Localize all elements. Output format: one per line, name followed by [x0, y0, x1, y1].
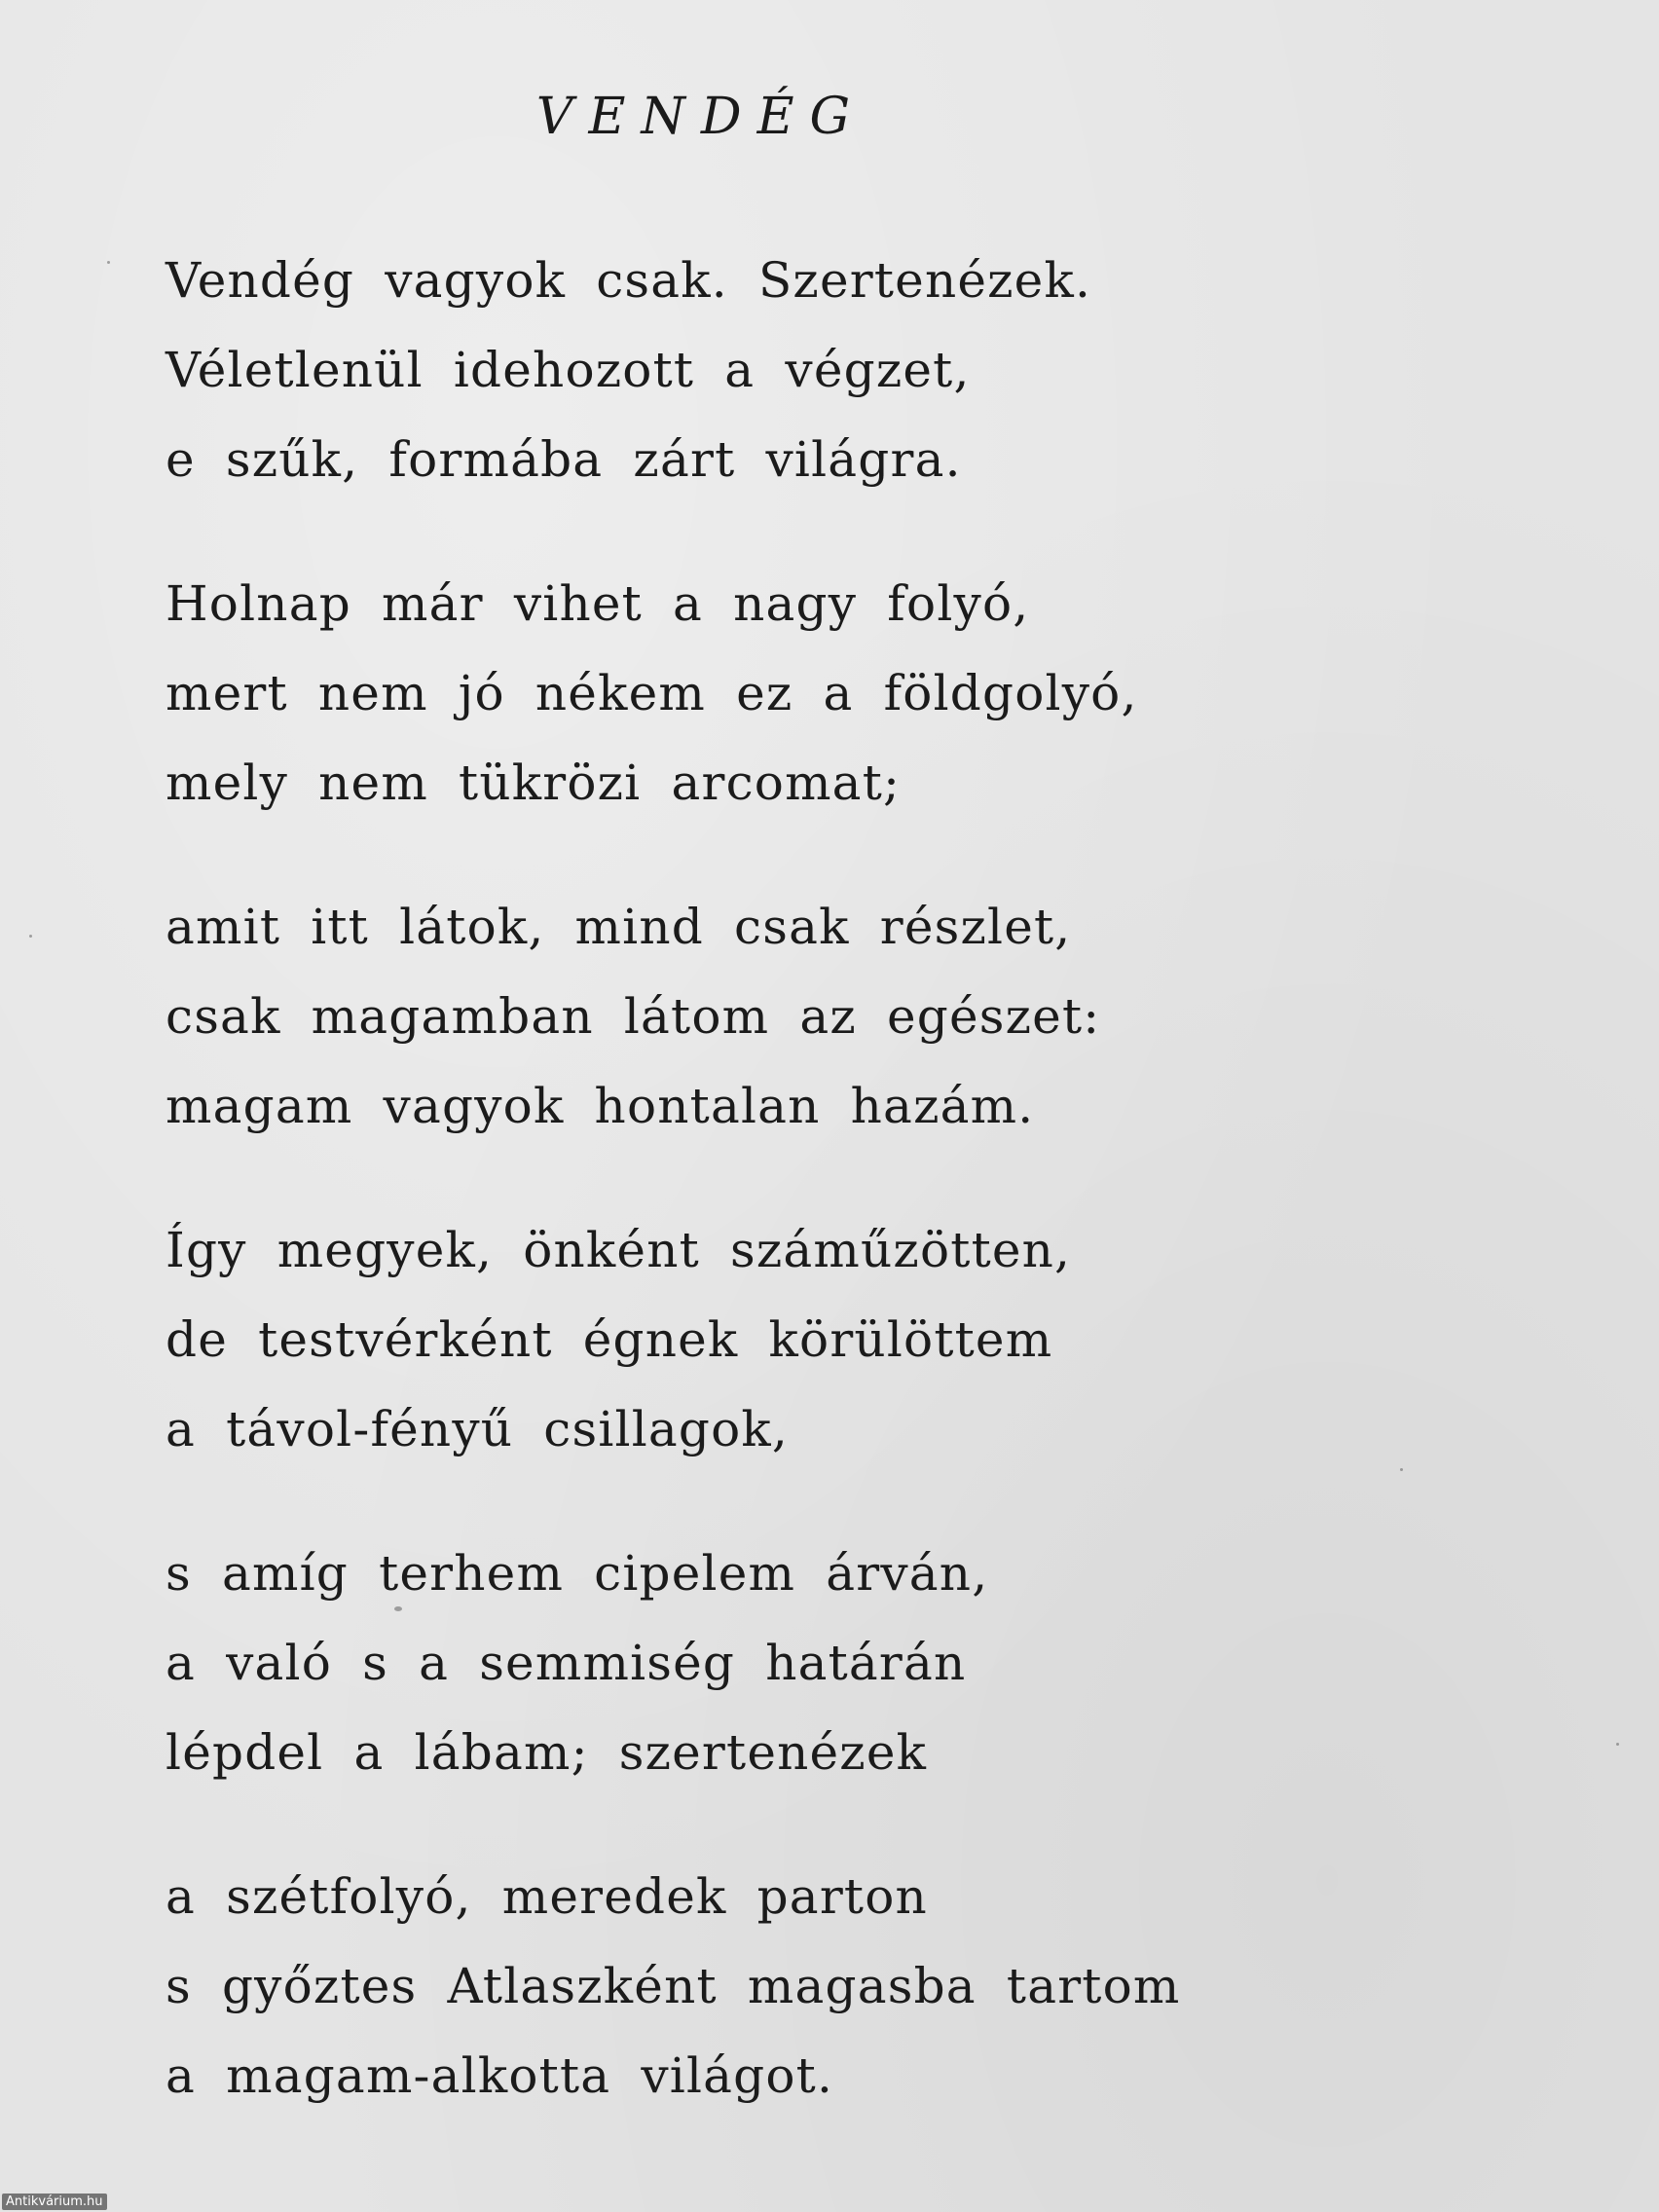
poem-line: a való s a semmiség határán — [166, 1635, 967, 1691]
poem-line: csak magamban látom az egészet: — [166, 988, 1101, 1045]
poem-line: lépdel a lábam; szertenézek — [166, 1724, 928, 1781]
stanza-6 — [166, 1852, 1431, 2120]
paper-speck — [1616, 1743, 1619, 1746]
stanza-5 — [166, 1529, 1431, 1797]
poem-line: mert nem jó nékem ez a földgolyó, — [166, 665, 1138, 721]
poem-line: s győztes Atlaszként magasba tartom — [166, 1958, 1181, 2014]
paper-speck — [29, 935, 32, 938]
poem-line: Holnap már vihet a nagy folyó, — [166, 575, 1030, 632]
paper-speck — [1400, 1468, 1403, 1471]
stanza-4 — [166, 1205, 1431, 1474]
poem-line: Vendég vagyok csak. Szertenézek. — [166, 252, 1092, 309]
poem-line: e szűk, formába zárt világra. — [166, 431, 962, 488]
paper-speck — [394, 1606, 402, 1611]
poem-line: Így megyek, önként száműzötten, — [166, 1222, 1072, 1278]
poem-line: mely nem tükrözi arcomat; — [166, 755, 902, 811]
poem-line: s amíg terhem cipelem árván, — [166, 1545, 989, 1602]
poem-line: a távol-fényű csillagok, — [166, 1401, 790, 1457]
stanza-2 — [166, 559, 1431, 828]
paper-speck — [107, 261, 110, 264]
poem-line: de testvérként égnek körülöttem — [166, 1311, 1053, 1368]
poem-line: a szétfolyó, meredek parton — [166, 1868, 928, 1925]
stanza-1 — [166, 236, 1431, 504]
poem-line: magam vagyok hontalan hazám. — [166, 1078, 1035, 1134]
stanza-3 — [166, 882, 1431, 1151]
poem-line: Véletlenül idehozott a végzet, — [166, 342, 971, 398]
watermark-logo: Antikvárium.hu — [2, 2194, 107, 2210]
poem-line: amit itt látok, mind csak részlet, — [166, 899, 1072, 955]
poem-title: VENDÉG — [535, 88, 866, 146]
poem-line: a magam-alkotta világot. — [166, 2047, 834, 2104]
poem-body — [166, 236, 1431, 2175]
